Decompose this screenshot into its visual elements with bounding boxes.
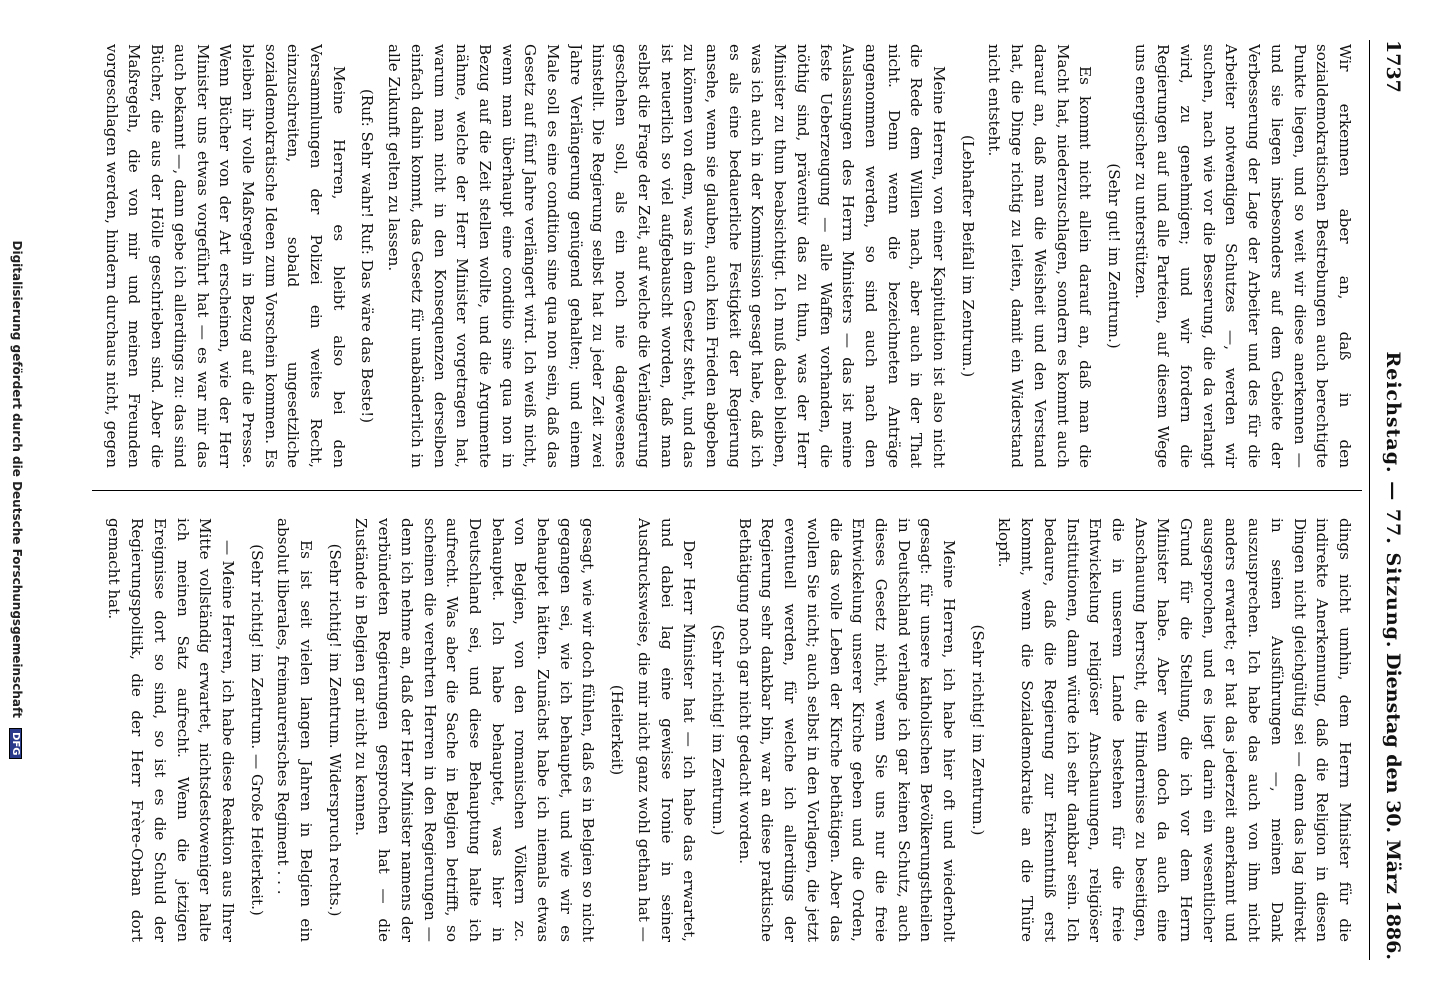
remark: (Ruf: Sehr wahr! Ruf: Das wäre das Beste!) [358,88,377,424]
paragraph: Es kommt nicht allein darauf an, daß man die Macht hat, niederzuschlagen, sondern es kommt auch darauf an, daß man die Weisheit und den Verstand hat, die Dinge richtig zu leiten, damit ein Widerstand nicht entsteht. [985,44,1095,468]
column-divider [92,490,1362,491]
paragraph: Es ist seit vielen langen Jahren in Belgien ein absolut liberales, freimaurerisches Regiment . . . [274,518,316,942]
session-date: Dienstag den 30. März 1886. [1382,652,1404,960]
paragraph: Der Herr Minister hat — ich habe das erwartet, und dabei lag eine gewisse Ironie in seiner Ausdrucksweise, die mir nicht ganz wohl gethan hat — [634,518,699,942]
page-title: Reichstag. — 77. Sitzung. [1382,351,1404,649]
remark: (Sehr gut! im Zentrum.) [1104,163,1123,349]
left-column [101,44,1356,468]
remark: (Sehr richtig! im Zentrum. — Große Heiterkeit.) [247,544,266,916]
page-number: 1737 [1382,40,1404,93]
page-header [1376,40,1406,960]
right-column [101,518,1356,942]
credit-text: Digitalisierung gefördert durch die Deutsche Forschungsgemeinschaft [10,240,24,718]
remark: (Sehr richtig! im Zentrum.) [709,624,728,836]
paragraph: Meine Herren, ich habe hier oft und wiederholt gesagt: für unsere katholischen Bevölkerungstheilen in Deutschland verlange ich gar keinen Schutz, auch dieses Gesetz nicht, wenn Sie uns nur die freie Entwickelung unserer Kirche geben und die Orden, die das volle Leben der Kirche bethätigen. Aber das wollen Sie nicht; auch selbst in den Vorlagen, die jetzt eventuell werden, für welche ich allerdings der Regierung sehr dankbar bin, war an diese praktische Bethätigung noch gar nicht gedacht worden. [735,518,959,942]
remark: (Lebhafter Beifall im Zentrum.) [958,134,977,378]
paragraph: Meine Herren, es bleibt also bei den Versammlungen der Polizei ein weites Recht, einzuschreiten, sobald ungesetzliche sozialdemokratische Ideen zum Vorschein kommen. Es bleiben ihr volle Maßregeln in Bezug auf die Presse. Wenn Bücher von der Art erscheinen, wie der Herr Minister uns etwas vorgeführt hat — es war mir das auch bekannt —, dann gebe ich allerdings zu: das sind Bücher, die aus der Hölle geschrieben sind. Aber die Maßregeln, die von mir und meinen Freunden vorgeschlagen werden, hindern durchaus nicht, gegen [102,44,348,468]
paragraph: Meine Herren, von einer Kapitulation ist also nicht die Rede dem Willen nach, aber auch in der That nicht. Denn wenn die bezeichneten Anträge angenommen werden, so sind auch nach den Auslassungen des Herrn Ministers — das ist meine feste Ueberzeugung — alle Waffen vorhanden, die nöthig sind, präventiv das zu thun, was der Herr Minister zu thun beabsichtigt. Ich muß dabei bleiben, was ich auch in der Kommission gesagt habe, daß ich es als eine bedauerliche Festigkeit der Regierung ansehe, wenn sie glauben, auch kein Frieden abgeben zu können von dem, was in dem Gesetz steht, und das ist neuerlich so viel aufgebauscht worden, daß man selbst die Frage der Zeit, auf welche die Verlängerung geschehen soll, als ein noch nie dagewesenes hinstellt. Die Regierung selbst hat zu jeder Zeit zwei Jahre Verlängerung genügend gehalten; und einem Male soll es eine condition sine qua non sein, daß das Gesetz auf fünf Jahre verlängert wird. Ich weiß nicht, wenn man überhaupt eine conditio sine qua non in Bezug auf die Zeit stellen wollte, und die Argumente nähme, welche der Herr Minister vorgetragen hat, warum man nicht in den Konsequenzen derselben einfach dahin kommt, das Gesetz für unabänderlich in alle Zukunft gelten zu lassen. [385,44,949,468]
remark: (Sehr richtig! im Zentrum.) [968,624,987,836]
digitization-credit [9,0,24,1000]
header-rule [1369,40,1370,960]
paragraph: dings nicht umhin, dem Herrn Minister für die indirekte Anerkennung, daß die Religion in diesen Dingen nicht gleichgültig sei — denn das lag indirekt in seinen Ausführungen —, meinen Dank auszusprechen. Ich habe das auch von ihm nicht anders erwartet; er hat das jederzeit anerkannt und ausgesprochen, und es liegt darin ein wesentlicher Grund für die Stellung, die ich vor dem Herrn Minister habe. Aber wenn doch da auch eine Anschauung herrscht, die Hindernisse zu beseitigen, die in unserem Lande bestehen für die freie Entwickelung religiöser Anschauungen, religiöser Institutionen, dann würde ich sehr dankbar sein. Ich bedaure, daß die Regierung zur Erkenntniß erst kommt, wenn die Sozialdemokratie an die Thüre klopft. [995,518,1354,942]
paragraph: — Meine Herren, ich habe diese Reaktion aus Ihrer Mitte vollständig erwartet, nichtsdestoweniger halte ich meinen Satz aufrecht. Wenn die jetzigen Ereignisse dort so sind, so ist es die Schuld der Regierungspolitik, die der Herr Frère-Orban dort gemacht hat. [105,518,237,942]
paragraph: Wir erkennen aber an, daß in den sozialdemokratischen Bestrebungen auch berechtigte Punkte liegen, und so weit wir diese anerkennen — und sie liegen insbesonders auf dem Gebiete der Verbesserung der Lage der Arbeiter und des für die Arbeiter notwendigen Schutzes —, werden wir suchen, nach wie vor die Besserung, die da verlangt wird, zu genehmigen; und wir fordern die Regierungen auf und alle Parteien, auf diesem Wege uns energischer zu unterstützen. [1131,44,1354,468]
paragraph: gesagt, wie wir doch fühlen, daß es in Belgien so nicht gegangen sei, wie ich behauptet, und wie wir es behauptet hätten. Zunächst habe ich niemals etwas von Belgien, von den romanischen Völkern zc. behauptet. Ich habe behauptet, was hier in Deutschland sei, und diese Behauptung halte ich aufrecht. Was aber die Sache in Belgien betrifft, so scheinen die verehrten Herren in den Regierungen — denn ich nehme an, daß der Herr Minister namens der verbündeten Regierungen gesprochen hat — die Zustände in Belgien gar nicht zu kennen. [352,518,598,942]
remark: (Heiterkeit) [608,684,627,776]
dfg-logo: DFG [9,728,22,759]
remark: (Sehr richtig! im Zentrum. Widerspruch rechts.) [325,543,344,917]
